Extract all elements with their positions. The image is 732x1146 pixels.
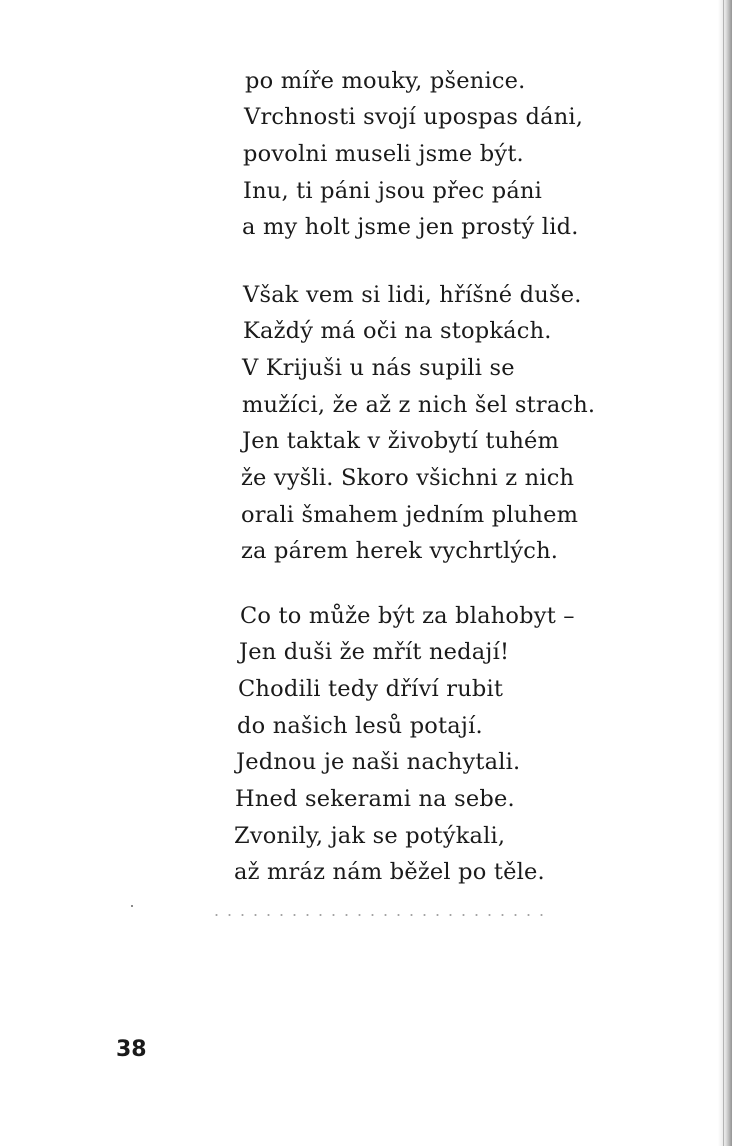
verse-line: že vyšli. Skoro všichni z nich [241,465,575,491]
verse-line: Co to může být za blahobyt – [240,603,575,629]
verse-line: Vrchnosti svojí upospas dáni, [244,104,584,130]
verse-line: Inu, ti páni jsou přec páni [243,178,543,204]
verse-line: povolni museli jsme být. [243,141,524,167]
verse-line: Hned sekerami na sebe. [235,786,515,812]
verse-line: Jen duši že mřít nedají! [239,639,510,665]
page-number: 38 [116,1037,147,1062]
verse-line: Jen taktak v živobytí tuhém [242,428,560,454]
verse-line: Zvonily, jak se potýkali, [234,823,506,849]
scan-artifact-speck [131,905,133,907]
page-edge-shadow [718,0,732,1146]
verse-line: až mráz nám běžel po těle. [234,859,545,885]
verse-line: Každý má oči na stopkách. [243,318,552,344]
page-edge-line [723,0,724,1146]
verse-line: po míře mouky, pšenice. [245,68,526,94]
verse-line: V Krijuši u nás supili se [242,355,515,381]
scan-artifact-dots [210,910,550,920]
verse-line: orali šmahem jedním pluhem [241,502,579,528]
verse-line: Však vem si lidi, hříšné duše. [243,282,582,308]
verse-line: Chodili tedy dříví rubit [238,676,504,702]
verse-line: a my holt jsme jen prostý lid. [242,214,579,240]
verse-line: za párem herek vychrtlých. [241,538,559,564]
verse-line: do našich lesů potají. [237,713,483,739]
verse-line: mužíci, že až z nich šel strach. [242,392,596,418]
verse-line: Jednou je naši nachytali. [236,749,521,775]
